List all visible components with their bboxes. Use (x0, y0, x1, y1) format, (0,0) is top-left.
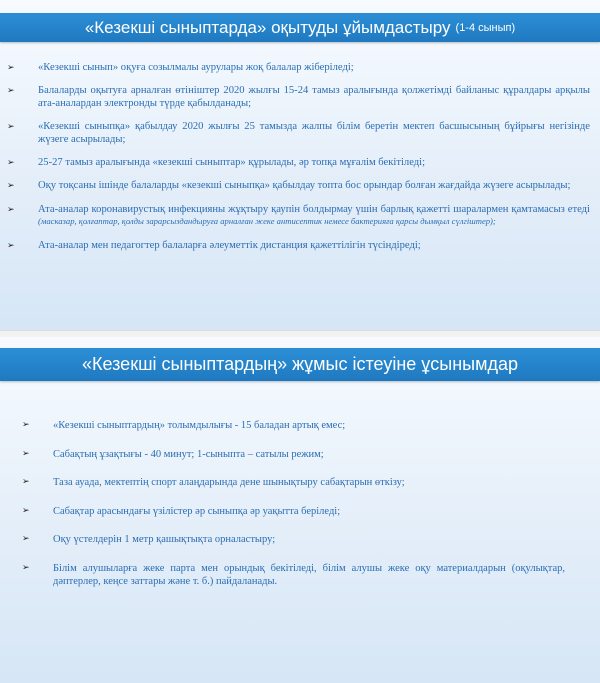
list-item-text: «Кезекші сынып» оқуға созылмалы аурулары жоқ балалар жіберіледі; (38, 62, 354, 73)
arrowhead-bullet-icon: ➢ (22, 562, 30, 573)
list-item (7, 62, 590, 74)
list-item-text: Оқу тоқсаны ішінде балаларды «кезекші сыныпқа» қабылдау топта бос орындар болған жағдайда жүзеге асырылады; (38, 180, 571, 192)
arrowhead-bullet-icon: ➢ (7, 204, 15, 215)
list-item-text: Ата-аналар коронавирустық инфекцияны жұқтыру қаупін болдырмау үшін барлық қажетті шаралармен қамтамасыз етеді (38, 203, 590, 215)
arrowhead-bullet-icon: ➢ (22, 505, 30, 516)
slide-2-title-bar (0, 348, 600, 381)
arrowhead-bullet-icon: ➢ (7, 181, 15, 192)
arrowhead-bullet-icon: ➢ (22, 477, 30, 487)
list-item (7, 204, 590, 229)
list-item-text: Балаларды оқытуға арналған өтініштер 2020 жылғы 15-24 тамыз аралығында қолжетімді байланыс құралдары арқылы ата-аналардан электронды түрде қабылданады; (38, 85, 590, 109)
list-item-text: Сабақтар арасындағы үзілістер әр сыныпқа әр уақытта беріледі; (53, 505, 341, 517)
arrowhead-bullet-icon: ➢ (7, 240, 15, 251)
slide-1-title-subtitle: (1-4 сынып) (455, 21, 516, 34)
arrowhead-bullet-icon: ➢ (22, 420, 30, 430)
list-item (7, 180, 590, 192)
slide-1-bullet-list (7, 62, 590, 263)
arrowhead-bullet-icon: ➢ (22, 534, 30, 544)
list-item-text: Сабақтың ұзақтығы - 40 минут; 1-сыныпта – сатылы режим; (53, 448, 324, 460)
list-item-text: Оқу үстелдерін 1 метр қашықтықта орналастыру; (53, 534, 276, 545)
slide-2-bullet-list (22, 419, 565, 603)
list-item (7, 157, 590, 169)
arrowhead-bullet-icon: ➢ (22, 448, 30, 459)
slide-1 (0, 0, 600, 330)
list-item-text: «Кезекші сыныпқа» қабылдау 2020 жылғы 25 тамызда жалпы білім беретін мектеп басшысының бұйрығы негізінде жүзеге асырылады; (38, 121, 590, 145)
list-item-text: 25-27 тамыз аралығында «кезекші сыныптар» құрылады, әр топқа мұғалім бекітіледі; (38, 157, 426, 169)
slide-1-title: «Кезекші сыныптарда» оқытуды ұйымдастыру (84, 17, 451, 37)
slide-2 (0, 337, 600, 683)
arrowhead-bullet-icon: ➢ (7, 122, 15, 133)
list-item (22, 562, 565, 588)
list-item (22, 419, 565, 432)
list-item-text: Таза ауада, мектептің спорт алаңдарында дене шынықтыру сабақтарын өткізу; (53, 477, 405, 488)
list-item (22, 533, 565, 546)
list-item (7, 240, 590, 252)
list-item-text: Білім алушыларға жеке парта мен орындық бекітіледі, білім алушы жеке оқу материалдарын (оқулықтар, дәптерлер, кеңсе заттары және т. б.) пайдаланады. (53, 562, 565, 587)
list-item-text: Ата-аналар мен педагогтер балаларға әлеуметтік дистанция қажеттілігін түсіндіреді; (38, 239, 421, 251)
list-item (22, 476, 565, 489)
list-item-note: (масказар, қолғаптар, қолды зарарсыздандыруға арналған жеке антисептик немесе бактерияға қарсы дымқыл сүлгіштер); (38, 216, 496, 227)
list-item (22, 448, 565, 461)
slide-2-title: «Кезекші сыныптардың» жұмыс істеуіне ұсынымдар (82, 354, 518, 374)
list-item (7, 85, 590, 110)
slide-1-title-bar (0, 13, 600, 42)
arrowhead-bullet-icon: ➢ (7, 158, 15, 169)
arrowhead-bullet-icon: ➢ (7, 86, 15, 97)
list-item-text: «Кезекші сыныптардың» толымдылығы - 15 баладан артық емес; (53, 420, 346, 431)
arrowhead-bullet-icon: ➢ (7, 63, 15, 73)
list-item (7, 121, 590, 146)
list-item (22, 505, 565, 518)
